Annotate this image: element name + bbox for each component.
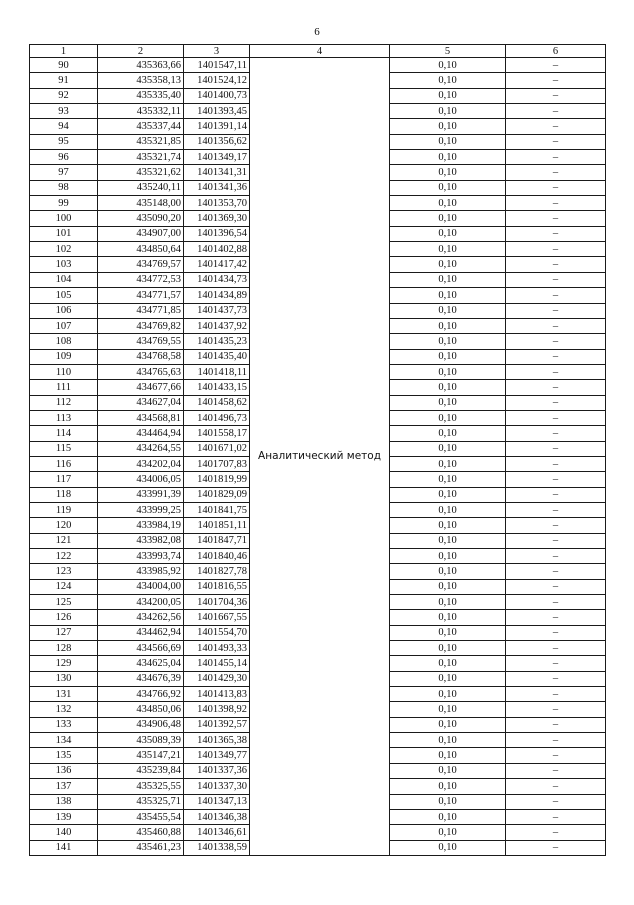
y-coordinate-cell: 1401554,70 <box>184 625 250 640</box>
point-number-cell: 113 <box>30 410 98 425</box>
accuracy-cell: 0,10 <box>390 794 506 809</box>
description-cell: – <box>506 687 606 702</box>
accuracy-cell: 0,10 <box>390 518 506 533</box>
header-cell-x: 2 <box>98 45 184 58</box>
x-coordinate-cell: 435321,85 <box>98 134 184 149</box>
accuracy-cell: 0,10 <box>390 502 506 517</box>
accuracy-cell: 0,10 <box>390 610 506 625</box>
description-cell: – <box>506 318 606 333</box>
point-number-cell: 140 <box>30 825 98 840</box>
y-coordinate-cell: 1401707,83 <box>184 456 250 471</box>
y-coordinate-cell: 1401458,62 <box>184 395 250 410</box>
y-coordinate-cell: 1401829,09 <box>184 487 250 502</box>
point-number-cell: 99 <box>30 196 98 211</box>
accuracy-cell: 0,10 <box>390 58 506 73</box>
x-coordinate-cell: 435363,66 <box>98 58 184 73</box>
x-coordinate-cell: 435337,44 <box>98 119 184 134</box>
description-cell: – <box>506 518 606 533</box>
accuracy-cell: 0,10 <box>390 288 506 303</box>
point-number-cell: 128 <box>30 641 98 656</box>
x-coordinate-cell: 434907,00 <box>98 226 184 241</box>
description-cell: – <box>506 472 606 487</box>
accuracy-cell: 0,10 <box>390 441 506 456</box>
point-number-cell: 93 <box>30 104 98 119</box>
table-header-row <box>30 45 606 58</box>
point-number-cell: 97 <box>30 165 98 180</box>
x-coordinate-cell: 434769,82 <box>98 318 184 333</box>
accuracy-cell: 0,10 <box>390 318 506 333</box>
description-cell: – <box>506 625 606 640</box>
point-number-cell: 137 <box>30 779 98 794</box>
point-number-cell: 114 <box>30 426 98 441</box>
point-number-cell: 116 <box>30 456 98 471</box>
table-row <box>30 58 606 73</box>
x-coordinate-cell: 434625,04 <box>98 656 184 671</box>
point-number-cell: 109 <box>30 349 98 364</box>
accuracy-cell: 0,10 <box>390 671 506 686</box>
y-coordinate-cell: 1401434,73 <box>184 272 250 287</box>
point-number-cell: 127 <box>30 625 98 640</box>
x-coordinate-cell: 434769,55 <box>98 334 184 349</box>
point-number-cell: 115 <box>30 441 98 456</box>
y-coordinate-cell: 1401433,15 <box>184 380 250 395</box>
y-coordinate-cell: 1401393,45 <box>184 104 250 119</box>
description-cell: – <box>506 211 606 226</box>
point-number-cell: 124 <box>30 579 98 594</box>
method-cell: Аналитический метод <box>250 58 390 856</box>
y-coordinate-cell: 1401341,36 <box>184 180 250 195</box>
header-cell-method: 4 <box>250 45 390 58</box>
description-cell: – <box>506 134 606 149</box>
x-coordinate-cell: 435089,39 <box>98 733 184 748</box>
accuracy-cell: 0,10 <box>390 549 506 564</box>
y-coordinate-cell: 1401349,17 <box>184 150 250 165</box>
accuracy-cell: 0,10 <box>390 579 506 594</box>
x-coordinate-cell: 434772,53 <box>98 272 184 287</box>
x-coordinate-cell: 434262,56 <box>98 610 184 625</box>
accuracy-cell: 0,10 <box>390 564 506 579</box>
x-coordinate-cell: 433985,92 <box>98 564 184 579</box>
description-cell: – <box>506 564 606 579</box>
x-coordinate-cell: 435455,54 <box>98 809 184 824</box>
x-coordinate-cell: 434004,00 <box>98 579 184 594</box>
y-coordinate-cell: 1401435,40 <box>184 349 250 364</box>
y-coordinate-cell: 1401337,30 <box>184 779 250 794</box>
description-cell: – <box>506 349 606 364</box>
accuracy-cell: 0,10 <box>390 211 506 226</box>
y-coordinate-cell: 1401819,99 <box>184 472 250 487</box>
description-cell: – <box>506 763 606 778</box>
point-number-cell: 131 <box>30 687 98 702</box>
accuracy-cell: 0,10 <box>390 472 506 487</box>
point-number-cell: 138 <box>30 794 98 809</box>
description-cell: – <box>506 196 606 211</box>
x-coordinate-cell: 435325,55 <box>98 779 184 794</box>
x-coordinate-cell: 435335,40 <box>98 88 184 103</box>
point-number-cell: 136 <box>30 763 98 778</box>
point-number-cell: 107 <box>30 318 98 333</box>
x-coordinate-cell: 433984,19 <box>98 518 184 533</box>
x-coordinate-cell: 434766,92 <box>98 687 184 702</box>
description-cell: – <box>506 779 606 794</box>
point-number-cell: 90 <box>30 58 98 73</box>
accuracy-cell: 0,10 <box>390 840 506 855</box>
point-number-cell: 110 <box>30 364 98 379</box>
description-cell: – <box>506 441 606 456</box>
accuracy-cell: 0,10 <box>390 73 506 88</box>
description-cell: – <box>506 809 606 824</box>
point-number-cell: 101 <box>30 226 98 241</box>
point-number-cell: 96 <box>30 150 98 165</box>
y-coordinate-cell: 1401349,77 <box>184 748 250 763</box>
accuracy-cell: 0,10 <box>390 334 506 349</box>
accuracy-cell: 0,10 <box>390 196 506 211</box>
accuracy-cell: 0,10 <box>390 226 506 241</box>
point-number-cell: 103 <box>30 257 98 272</box>
x-coordinate-cell: 434202,04 <box>98 456 184 471</box>
y-coordinate-cell: 1401429,30 <box>184 671 250 686</box>
y-coordinate-cell: 1401455,14 <box>184 656 250 671</box>
point-number-cell: 119 <box>30 502 98 517</box>
point-number-cell: 139 <box>30 809 98 824</box>
x-coordinate-cell: 434462,94 <box>98 625 184 640</box>
point-number-cell: 108 <box>30 334 98 349</box>
y-coordinate-cell: 1401667,55 <box>184 610 250 625</box>
y-coordinate-cell: 1401337,36 <box>184 763 250 778</box>
point-number-cell: 122 <box>30 549 98 564</box>
y-coordinate-cell: 1401437,92 <box>184 318 250 333</box>
accuracy-cell: 0,10 <box>390 687 506 702</box>
y-coordinate-cell: 1401524,12 <box>184 73 250 88</box>
accuracy-cell: 0,10 <box>390 134 506 149</box>
accuracy-cell: 0,10 <box>390 88 506 103</box>
y-coordinate-cell: 1401851,11 <box>184 518 250 533</box>
point-number-cell: 117 <box>30 472 98 487</box>
description-cell: – <box>506 288 606 303</box>
accuracy-cell: 0,10 <box>390 104 506 119</box>
description-cell: – <box>506 502 606 517</box>
point-number-cell: 141 <box>30 840 98 855</box>
point-number-cell: 120 <box>30 518 98 533</box>
description-cell: – <box>506 671 606 686</box>
y-coordinate-cell: 1401338,59 <box>184 840 250 855</box>
accuracy-cell: 0,10 <box>390 748 506 763</box>
description-cell: – <box>506 610 606 625</box>
description-cell: – <box>506 579 606 594</box>
x-coordinate-cell: 433993,74 <box>98 549 184 564</box>
x-coordinate-cell: 435240,11 <box>98 180 184 195</box>
description-cell: – <box>506 395 606 410</box>
point-number-cell: 104 <box>30 272 98 287</box>
accuracy-cell: 0,10 <box>390 180 506 195</box>
description-cell: – <box>506 58 606 73</box>
y-coordinate-cell: 1401417,42 <box>184 257 250 272</box>
point-number-cell: 129 <box>30 656 98 671</box>
x-coordinate-cell: 435461,23 <box>98 840 184 855</box>
description-cell: – <box>506 180 606 195</box>
y-coordinate-cell: 1401435,23 <box>184 334 250 349</box>
description-cell: – <box>506 226 606 241</box>
accuracy-cell: 0,10 <box>390 717 506 732</box>
point-number-cell: 125 <box>30 595 98 610</box>
y-coordinate-cell: 1401391,14 <box>184 119 250 134</box>
accuracy-cell: 0,10 <box>390 595 506 610</box>
description-cell: – <box>506 150 606 165</box>
point-number-cell: 130 <box>30 671 98 686</box>
x-coordinate-cell: 434566,69 <box>98 641 184 656</box>
accuracy-cell: 0,10 <box>390 380 506 395</box>
accuracy-cell: 0,10 <box>390 702 506 717</box>
point-number-cell: 94 <box>30 119 98 134</box>
description-cell: – <box>506 656 606 671</box>
x-coordinate-cell: 433982,08 <box>98 533 184 548</box>
point-number-cell: 126 <box>30 610 98 625</box>
y-coordinate-cell: 1401365,38 <box>184 733 250 748</box>
x-coordinate-cell: 434850,64 <box>98 242 184 257</box>
description-cell: – <box>506 73 606 88</box>
x-coordinate-cell: 434676,39 <box>98 671 184 686</box>
x-coordinate-cell: 435321,62 <box>98 165 184 180</box>
description-cell: – <box>506 733 606 748</box>
y-coordinate-cell: 1401840,46 <box>184 549 250 564</box>
x-coordinate-cell: 434568,81 <box>98 410 184 425</box>
accuracy-cell: 0,10 <box>390 825 506 840</box>
accuracy-cell: 0,10 <box>390 533 506 548</box>
x-coordinate-cell: 435148,00 <box>98 196 184 211</box>
y-coordinate-cell: 1401369,30 <box>184 211 250 226</box>
y-coordinate-cell: 1401413,83 <box>184 687 250 702</box>
accuracy-cell: 0,10 <box>390 641 506 656</box>
y-coordinate-cell: 1401392,57 <box>184 717 250 732</box>
point-number-cell: 112 <box>30 395 98 410</box>
y-coordinate-cell: 1401847,71 <box>184 533 250 548</box>
header-cell-accuracy: 5 <box>390 45 506 58</box>
y-coordinate-cell: 1401841,75 <box>184 502 250 517</box>
header-cell-description: 6 <box>506 45 606 58</box>
description-cell: – <box>506 702 606 717</box>
x-coordinate-cell: 435239,84 <box>98 763 184 778</box>
accuracy-cell: 0,10 <box>390 257 506 272</box>
y-coordinate-cell: 1401493,33 <box>184 641 250 656</box>
y-coordinate-cell: 1401434,89 <box>184 288 250 303</box>
accuracy-cell: 0,10 <box>390 779 506 794</box>
point-number-cell: 118 <box>30 487 98 502</box>
accuracy-cell: 0,10 <box>390 150 506 165</box>
x-coordinate-cell: 434464,94 <box>98 426 184 441</box>
y-coordinate-cell: 1401496,73 <box>184 410 250 425</box>
description-cell: – <box>506 257 606 272</box>
accuracy-cell: 0,10 <box>390 119 506 134</box>
page-number: 6 <box>314 26 320 38</box>
y-coordinate-cell: 1401547,11 <box>184 58 250 73</box>
accuracy-cell: 0,10 <box>390 410 506 425</box>
x-coordinate-cell: 434771,57 <box>98 288 184 303</box>
y-coordinate-cell: 1401558,17 <box>184 426 250 441</box>
accuracy-cell: 0,10 <box>390 165 506 180</box>
x-coordinate-cell: 433999,25 <box>98 502 184 517</box>
header-cell-point: 1 <box>30 45 98 58</box>
y-coordinate-cell: 1401402,88 <box>184 242 250 257</box>
x-coordinate-cell: 433991,39 <box>98 487 184 502</box>
description-cell: – <box>506 426 606 441</box>
x-coordinate-cell: 435460,88 <box>98 825 184 840</box>
coordinates-table-body <box>30 45 606 856</box>
point-number-cell: 123 <box>30 564 98 579</box>
x-coordinate-cell: 434677,66 <box>98 380 184 395</box>
accuracy-cell: 0,10 <box>390 349 506 364</box>
accuracy-cell: 0,10 <box>390 426 506 441</box>
description-cell: – <box>506 840 606 855</box>
y-coordinate-cell: 1401356,62 <box>184 134 250 149</box>
description-cell: – <box>506 456 606 471</box>
description-cell: – <box>506 748 606 763</box>
description-cell: – <box>506 272 606 287</box>
description-cell: – <box>506 303 606 318</box>
y-coordinate-cell: 1401398,92 <box>184 702 250 717</box>
point-number-cell: 135 <box>30 748 98 763</box>
description-cell: – <box>506 119 606 134</box>
x-coordinate-cell: 435147,21 <box>98 748 184 763</box>
description-cell: – <box>506 410 606 425</box>
point-number-cell: 98 <box>30 180 98 195</box>
x-coordinate-cell: 434768,58 <box>98 349 184 364</box>
y-coordinate-cell: 1401827,78 <box>184 564 250 579</box>
point-number-cell: 121 <box>30 533 98 548</box>
accuracy-cell: 0,10 <box>390 242 506 257</box>
accuracy-cell: 0,10 <box>390 625 506 640</box>
description-cell: – <box>506 641 606 656</box>
x-coordinate-cell: 435332,11 <box>98 104 184 119</box>
accuracy-cell: 0,10 <box>390 395 506 410</box>
x-coordinate-cell: 435358,13 <box>98 73 184 88</box>
description-cell: – <box>506 334 606 349</box>
y-coordinate-cell: 1401346,38 <box>184 809 250 824</box>
x-coordinate-cell: 435321,74 <box>98 150 184 165</box>
x-coordinate-cell: 434200,05 <box>98 595 184 610</box>
description-cell: – <box>506 549 606 564</box>
x-coordinate-cell: 434765,63 <box>98 364 184 379</box>
point-number-cell: 132 <box>30 702 98 717</box>
description-cell: – <box>506 717 606 732</box>
description-cell: – <box>506 242 606 257</box>
accuracy-cell: 0,10 <box>390 456 506 471</box>
x-coordinate-cell: 434264,55 <box>98 441 184 456</box>
x-coordinate-cell: 434006,05 <box>98 472 184 487</box>
x-coordinate-cell: 434627,04 <box>98 395 184 410</box>
x-coordinate-cell: 435090,20 <box>98 211 184 226</box>
description-cell: – <box>506 364 606 379</box>
description-cell: – <box>506 825 606 840</box>
y-coordinate-cell: 1401353,70 <box>184 196 250 211</box>
accuracy-cell: 0,10 <box>390 809 506 824</box>
point-number-cell: 133 <box>30 717 98 732</box>
y-coordinate-cell: 1401418,11 <box>184 364 250 379</box>
description-cell: – <box>506 533 606 548</box>
accuracy-cell: 0,10 <box>390 656 506 671</box>
description-cell: – <box>506 487 606 502</box>
y-coordinate-cell: 1401816,55 <box>184 579 250 594</box>
description-cell: – <box>506 88 606 103</box>
point-number-cell: 100 <box>30 211 98 226</box>
point-number-cell: 106 <box>30 303 98 318</box>
point-number-cell: 111 <box>30 380 98 395</box>
accuracy-cell: 0,10 <box>390 272 506 287</box>
y-coordinate-cell: 1401437,73 <box>184 303 250 318</box>
point-number-cell: 91 <box>30 73 98 88</box>
accuracy-cell: 0,10 <box>390 487 506 502</box>
accuracy-cell: 0,10 <box>390 303 506 318</box>
y-coordinate-cell: 1401704,36 <box>184 595 250 610</box>
y-coordinate-cell: 1401400,73 <box>184 88 250 103</box>
point-number-cell: 105 <box>30 288 98 303</box>
coordinates-table <box>29 44 606 856</box>
y-coordinate-cell: 1401671,02 <box>184 441 250 456</box>
x-coordinate-cell: 434850,06 <box>98 702 184 717</box>
x-coordinate-cell: 434769,57 <box>98 257 184 272</box>
y-coordinate-cell: 1401396,54 <box>184 226 250 241</box>
point-number-cell: 134 <box>30 733 98 748</box>
x-coordinate-cell: 435325,71 <box>98 794 184 809</box>
x-coordinate-cell: 434771,85 <box>98 303 184 318</box>
description-cell: – <box>506 104 606 119</box>
x-coordinate-cell: 434906,48 <box>98 717 184 732</box>
y-coordinate-cell: 1401347,13 <box>184 794 250 809</box>
point-number-cell: 102 <box>30 242 98 257</box>
point-number-cell: 95 <box>30 134 98 149</box>
header-cell-y: 3 <box>184 45 250 58</box>
point-number-cell: 92 <box>30 88 98 103</box>
description-cell: – <box>506 595 606 610</box>
accuracy-cell: 0,10 <box>390 763 506 778</box>
description-cell: – <box>506 794 606 809</box>
accuracy-cell: 0,10 <box>390 364 506 379</box>
description-cell: – <box>506 380 606 395</box>
y-coordinate-cell: 1401346,61 <box>184 825 250 840</box>
accuracy-cell: 0,10 <box>390 733 506 748</box>
y-coordinate-cell: 1401341,31 <box>184 165 250 180</box>
description-cell: – <box>506 165 606 180</box>
